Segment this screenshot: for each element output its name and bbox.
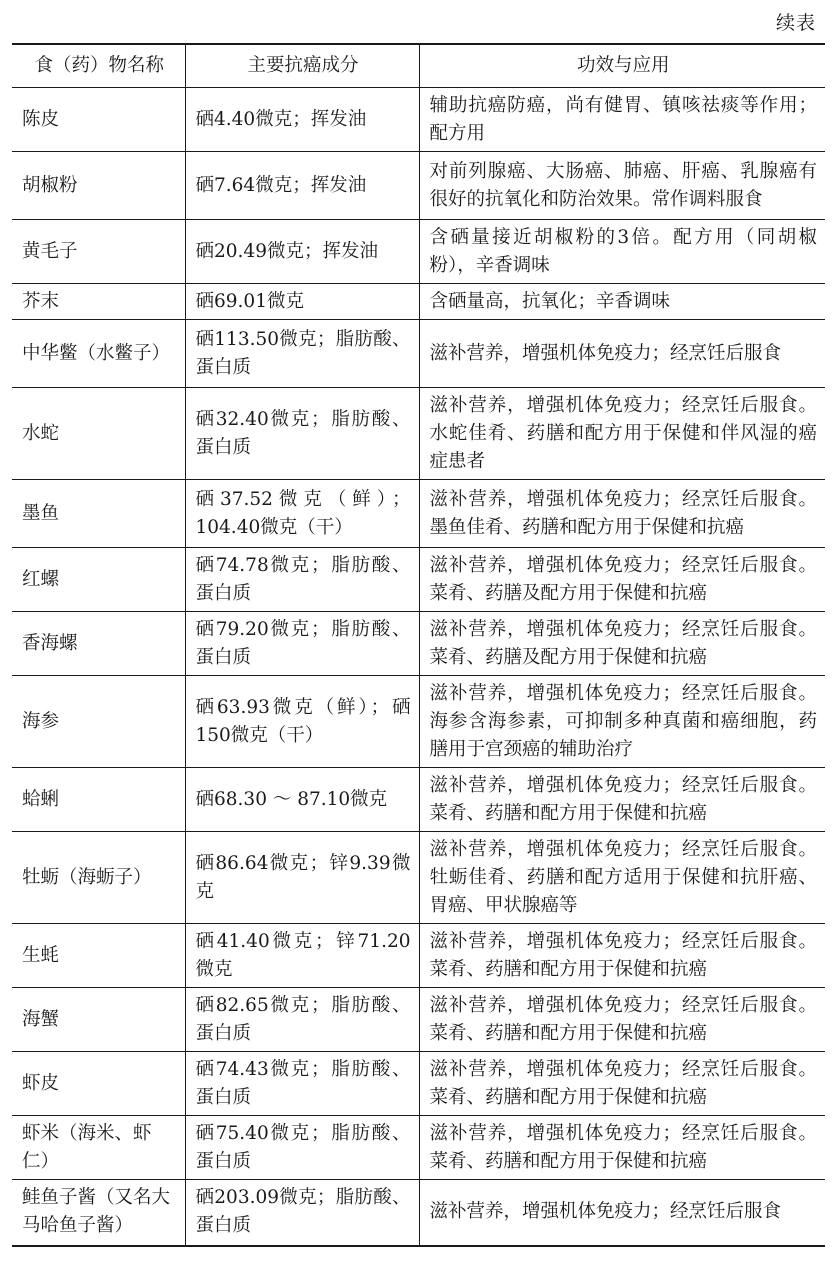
table-row: [12, 832, 825, 924]
effect-cell: 滋补营养，增强机体免疫力；经烹饪后服食。菜肴、药膳和配方用于保健和抗癌: [419, 924, 825, 988]
table-row: [12, 1116, 825, 1180]
effect-cell: 滋补营养，增强机体免疫力；经烹饪后服食。菜肴、药膳及配方用于保健和抗癌: [419, 548, 825, 612]
component-cell: 硒113.50微克；脂肪酸、蛋白质: [185, 320, 419, 388]
food-name-cell: 陈皮: [12, 88, 185, 152]
effect-cell: 滋补营养，增强机体免疫力；经烹饪后服食。菜肴、药膳和配方用于保健和抗癌: [419, 768, 825, 832]
table-row: [12, 284, 825, 320]
component-cell: 硒74.78微克；脂肪酸、蛋白质: [185, 548, 419, 612]
food-name-cell: 胡椒粉: [12, 152, 185, 220]
component-cell: 硒68.30 ～ 87.10微克: [185, 768, 419, 832]
food-name-cell: 虾米（海米、虾仁）: [12, 1116, 185, 1180]
component-cell: 硒20.49微克；挥发油: [185, 220, 419, 284]
table-body: [12, 88, 825, 1246]
food-name-cell: 黄毛子: [12, 220, 185, 284]
table-caption: 续表: [775, 12, 816, 34]
table-row: [12, 768, 825, 832]
header-component: 主要抗癌成分: [185, 44, 419, 88]
effect-cell: 含硒量高，抗氧化；辛香调味: [419, 284, 825, 320]
component-cell: 硒4.40微克；挥发油: [185, 88, 419, 152]
component-cell: 硒7.64微克；挥发油: [185, 152, 419, 220]
food-name-cell: 牡蛎（海蛎子）: [12, 832, 185, 924]
component-cell: 硒86.64微克；锌9.39微克: [185, 832, 419, 924]
food-name-cell: 中华鳖（水鳖子）: [12, 320, 185, 388]
effect-cell: 滋补营养，增强机体免疫力；经烹饪后服食。水蛇佳肴、药膳和配方用于保健和伴风湿的癌症患者: [419, 388, 825, 480]
food-name-cell: 红螺: [12, 548, 185, 612]
effect-cell: 辅助抗癌防癌，尚有健胃、镇咳祛痰等作用；配方用: [419, 88, 825, 152]
component-cell: 硒82.65微克；脂肪酸、蛋白质: [185, 988, 419, 1052]
food-name-cell: 生蚝: [12, 924, 185, 988]
table-row: [12, 548, 825, 612]
table-row: [12, 480, 825, 548]
header-name: 食（药）物名称: [12, 44, 185, 88]
table-row: [12, 924, 825, 988]
food-name-cell: 香海螺: [12, 612, 185, 676]
food-name-cell: 虾皮: [12, 1052, 185, 1116]
effect-cell: 滋补营养，增强机体免疫力；经烹饪后服食。牡蛎佳肴、药膳和配方适用于保健和抗肝癌、胃癌、甲状腺癌等: [419, 832, 825, 924]
table-row: [12, 320, 825, 388]
effect-cell: 对前列腺癌、大肠癌、肺癌、肝癌、乳腺癌有很好的抗氧化和防治效果。常作调料服食: [419, 152, 825, 220]
effect-cell: 滋补营养，增强机体免疫力；经烹饪后服食: [419, 320, 825, 388]
component-cell: 硒203.09微克；脂肪酸、蛋白质: [185, 1180, 419, 1246]
table-row: [12, 152, 825, 220]
effect-cell: 滋补营养，增强机体免疫力；经烹饪后服食。菜肴、药膳和配方用于保健和抗癌: [419, 1116, 825, 1180]
effect-cell: 含硒量接近胡椒粉的3倍。配方用（同胡椒粉），辛香调味: [419, 220, 825, 284]
effect-cell: 滋补营养，增强机体免疫力；经烹饪后服食。墨鱼佳肴、药膳和配方用于保健和抗癌: [419, 480, 825, 548]
component-cell: 硒74.43微克；脂肪酸、蛋白质: [185, 1052, 419, 1116]
table-row: [12, 388, 825, 480]
food-name-cell: 鲑鱼子酱（又名大马哈鱼子酱）: [12, 1180, 185, 1246]
component-cell: 硒41.40微克；锌71.20微克: [185, 924, 419, 988]
table-row: [12, 1052, 825, 1116]
component-cell: 硒75.40微克；脂肪酸、蛋白质: [185, 1116, 419, 1180]
effect-cell: 滋补营养，增强机体免疫力；经烹饪后服食。菜肴、药膳和配方用于保健和抗癌: [419, 988, 825, 1052]
component-cell: 硒69.01微克: [185, 284, 419, 320]
table-row: [12, 88, 825, 152]
component-cell: 硒32.40微克；脂肪酸、蛋白质: [185, 388, 419, 480]
effect-cell: 滋补营养，增强机体免疫力；经烹饪后服食。菜肴、药膳及配方用于保健和抗癌: [419, 612, 825, 676]
component-cell: 硒63.93微克（鲜）；硒150微克（干）: [185, 676, 419, 768]
table-row: [12, 676, 825, 768]
food-name-cell: 水蛇: [12, 388, 185, 480]
effect-cell: 滋补营养，增强机体免疫力；经烹饪后服食。菜肴、药膳和配方用于保健和抗癌: [419, 1052, 825, 1116]
table-row: [12, 220, 825, 284]
effect-cell: 滋补营养，增强机体免疫力；经烹饪后服食。海参含海参素，可抑制多种真菌和癌细胞，药膳用于宫颈癌的辅助治疗: [419, 676, 825, 768]
table-row: [12, 988, 825, 1052]
table-row: [12, 612, 825, 676]
component-cell: 硒37.52微克（鲜）；104.40微克（干）: [185, 480, 419, 548]
food-name-cell: 墨鱼: [12, 480, 185, 548]
food-name-cell: 海蟹: [12, 988, 185, 1052]
header-effect: 功效与应用: [419, 44, 825, 88]
food-name-cell: 海参: [12, 676, 185, 768]
food-name-cell: 蛤蜊: [12, 768, 185, 832]
table-header-row: [12, 44, 825, 88]
table-row: [12, 1180, 825, 1246]
effect-cell: 滋补营养，增强机体免疫力；经烹饪后服食: [419, 1180, 825, 1246]
nutrition-table: [12, 43, 825, 1247]
food-name-cell: 芥末: [12, 284, 185, 320]
component-cell: 硒79.20微克；脂肪酸、蛋白质: [185, 612, 419, 676]
